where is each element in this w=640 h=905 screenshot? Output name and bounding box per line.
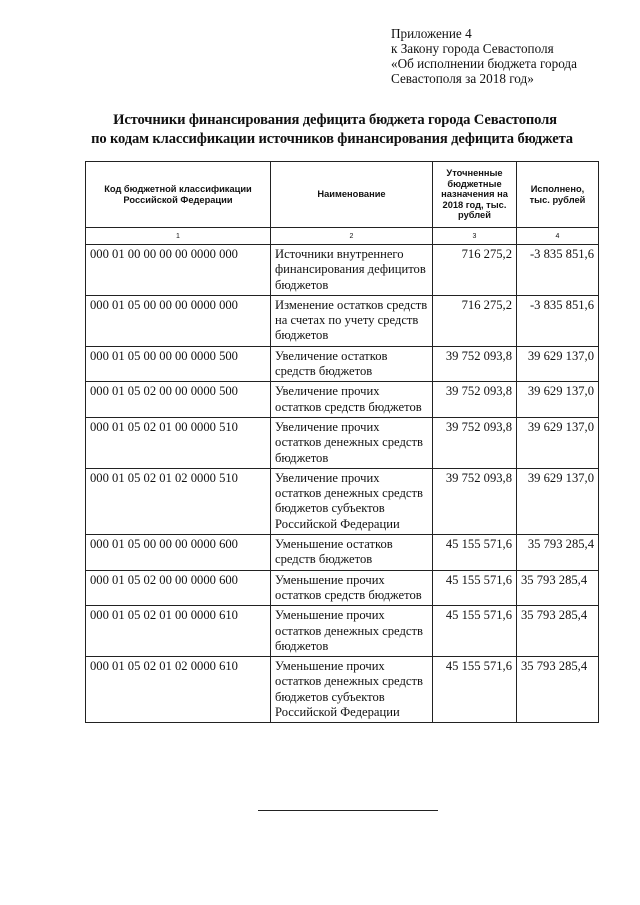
cell-plan: 45 155 571,6 (433, 570, 517, 606)
cell-exec: 39 629 137,0 (517, 417, 599, 468)
cell-exec: -3 835 851,6 (517, 295, 599, 346)
cell-exec: 39 629 137,0 (517, 382, 599, 418)
cell-plan: 39 752 093,8 (433, 417, 517, 468)
cell-name: Уменьшение остатков средств бюджетов (271, 535, 433, 571)
table-row (86, 295, 599, 346)
financing-sources-table (85, 161, 599, 723)
column-number: 3 (433, 228, 517, 245)
cell-name: Увеличение прочих остатков средств бюджетов (271, 382, 433, 418)
table-row (86, 346, 599, 382)
cell-code: 000 01 05 02 01 02 0000 610 (86, 657, 271, 723)
cell-code: 000 01 05 02 01 00 0000 510 (86, 417, 271, 468)
cell-exec: 39 629 137,0 (517, 346, 599, 382)
column-numbers-row (86, 228, 599, 245)
header-exec: Исполнено, тыс. рублей (517, 162, 599, 228)
cell-code: 000 01 05 02 00 00 0000 500 (86, 382, 271, 418)
table-row (86, 535, 599, 571)
appendix-block (391, 26, 577, 86)
column-number: 1 (86, 228, 271, 245)
cell-name: Уменьшение прочих остатков денежных средств бюджетов (271, 606, 433, 657)
column-number: 2 (271, 228, 433, 245)
cell-plan: 39 752 093,8 (433, 382, 517, 418)
appendix-line: «Об исполнении бюджета города (391, 56, 577, 71)
cell-name: Увеличение остатков средств бюджетов (271, 346, 433, 382)
appendix-line: к Закону города Севастополя (391, 41, 554, 56)
cell-plan: 716 275,2 (433, 245, 517, 296)
cell-name: Уменьшение прочих остатков средств бюджетов (271, 570, 433, 606)
cell-code: 000 01 00 00 00 00 0000 000 (86, 245, 271, 296)
cell-exec: 35 793 285,4 (517, 535, 599, 571)
table-row (86, 657, 599, 723)
header-code: Код бюджетной классификации Российской Федерации (86, 162, 271, 228)
title-line-2: по кодам классификации источников финансирования дефицита бюджета (91, 131, 573, 147)
closing-rule (258, 810, 438, 811)
cell-exec: -3 835 851,6 (517, 245, 599, 296)
column-number: 4 (517, 228, 599, 245)
cell-exec: 35 793 285,4 (517, 606, 599, 657)
cell-plan: 45 155 571,6 (433, 606, 517, 657)
cell-plan: 39 752 093,8 (433, 468, 517, 534)
cell-plan: 716 275,2 (433, 295, 517, 346)
cell-name: Уменьшение прочих остатков денежных средств бюджетов субъектов Российской Федерации (271, 657, 433, 723)
table-row (86, 417, 599, 468)
table-row (86, 606, 599, 657)
table-row (86, 468, 599, 534)
cell-exec: 35 793 285,4 (517, 657, 599, 723)
cell-exec: 39 629 137,0 (517, 468, 599, 534)
cell-code: 000 01 05 00 00 00 0000 500 (86, 346, 271, 382)
title-line-1: Источники финансирования дефицита бюджета города Севастополя (113, 112, 557, 128)
cell-plan: 45 155 571,6 (433, 535, 517, 571)
table-row (86, 382, 599, 418)
cell-code: 000 01 05 00 00 00 0000 600 (86, 535, 271, 571)
header-name: Наименование (271, 162, 433, 228)
table-row (86, 570, 599, 606)
cell-exec: 35 793 285,4 (517, 570, 599, 606)
table-row (86, 245, 599, 296)
cell-code: 000 01 05 02 00 00 0000 600 (86, 570, 271, 606)
document-title (0, 111, 640, 149)
appendix-line: Приложение 4 (391, 26, 472, 41)
cell-plan: 45 155 571,6 (433, 657, 517, 723)
cell-code: 000 01 05 02 01 02 0000 510 (86, 468, 271, 534)
appendix-line: Севастополя за 2018 год» (391, 71, 534, 86)
table-header-row (86, 162, 599, 228)
cell-name: Источники внутреннего финансирования дефицитов бюджетов (271, 245, 433, 296)
cell-code: 000 01 05 02 01 00 0000 610 (86, 606, 271, 657)
cell-code: 000 01 05 00 00 00 0000 000 (86, 295, 271, 346)
cell-name: Увеличение прочих остатков денежных средств бюджетов субъектов Российской Федерации (271, 468, 433, 534)
header-plan: Уточненные бюджетные назначения на 2018 год, тыс. рублей (433, 162, 517, 228)
cell-name: Изменение остатков средств на счетах по учету средств бюджетов (271, 295, 433, 346)
cell-plan: 39 752 093,8 (433, 346, 517, 382)
cell-name: Увеличение прочих остатков денежных средств бюджетов (271, 417, 433, 468)
